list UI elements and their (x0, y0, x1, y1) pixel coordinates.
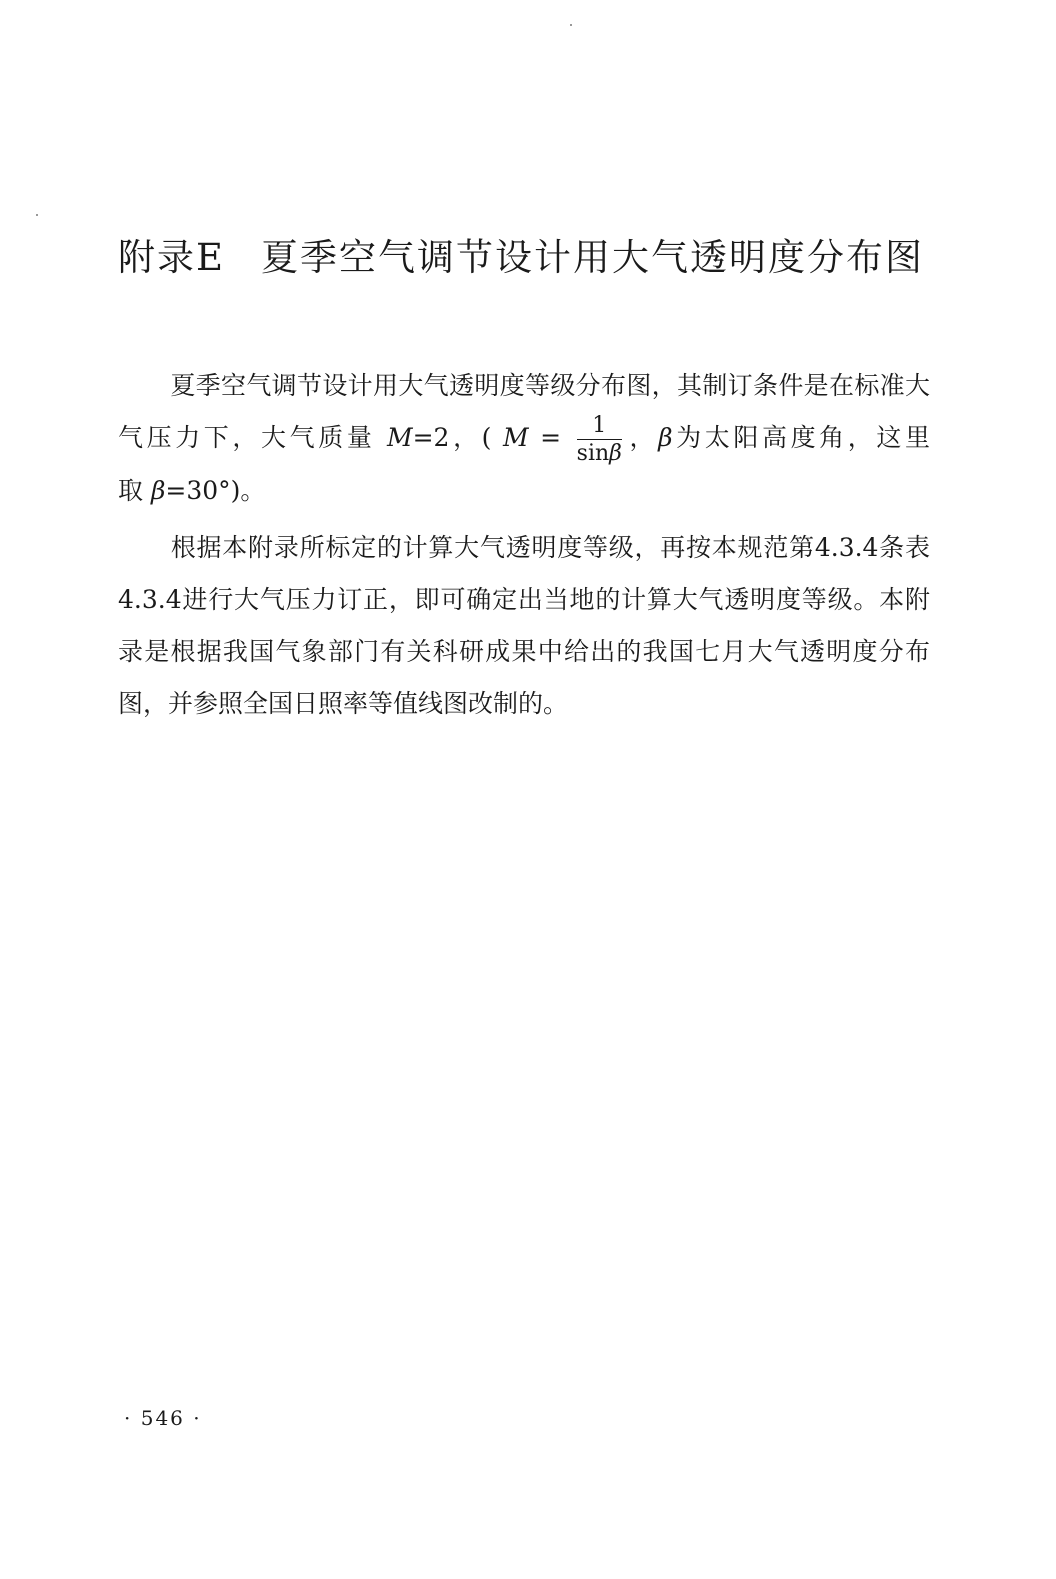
math-beta: β (658, 423, 673, 452)
paragraph1-part6: =30°)。 (165, 475, 266, 505)
paragraph1-part2: =2，( (412, 423, 492, 452)
math-beta: β (150, 475, 166, 505)
fraction (576, 412, 622, 466)
appendix-title: 夏季空气调节设计用大气透明度分布图 (261, 236, 925, 279)
page-number: · 546 · (124, 1406, 202, 1430)
fraction-den-sin: sin (576, 440, 610, 466)
paragraph1-part1: 夏季空气调节设计用大气透明度等级分布图，其制订条件是在标准大气压力下，大气质量 (118, 371, 930, 452)
paragraph1-part3: = (528, 423, 573, 452)
fraction-den-beta: β (609, 440, 622, 466)
paragraph-conditions (118, 360, 930, 517)
math-M: M (503, 423, 529, 452)
paragraph2-text: 根据本附录所标定的计算大气透明度等级，再按本规范第4.3.4条表4.3.4进行大气压力订正，即可确定出当地的计算大气透明度等级。本附录是根据我国气象部门有关科研成果中给出的我国七月大气透明度分布图，并参照全国日照率等值线图改制的。 (118, 533, 930, 718)
paragraph1-part5: 为太阳高度角，这里取 (118, 423, 930, 505)
fraction-denominator (577, 440, 622, 465)
paragraph-method (118, 522, 930, 730)
appendix-label: 附录E (118, 236, 226, 279)
scan-speck (36, 214, 38, 216)
math-M: M (387, 423, 413, 452)
paragraph1-part4: ， (625, 423, 659, 452)
appendix-heading (118, 232, 938, 284)
scan-speck (570, 24, 572, 26)
fraction-numerator: 1 (577, 415, 622, 440)
